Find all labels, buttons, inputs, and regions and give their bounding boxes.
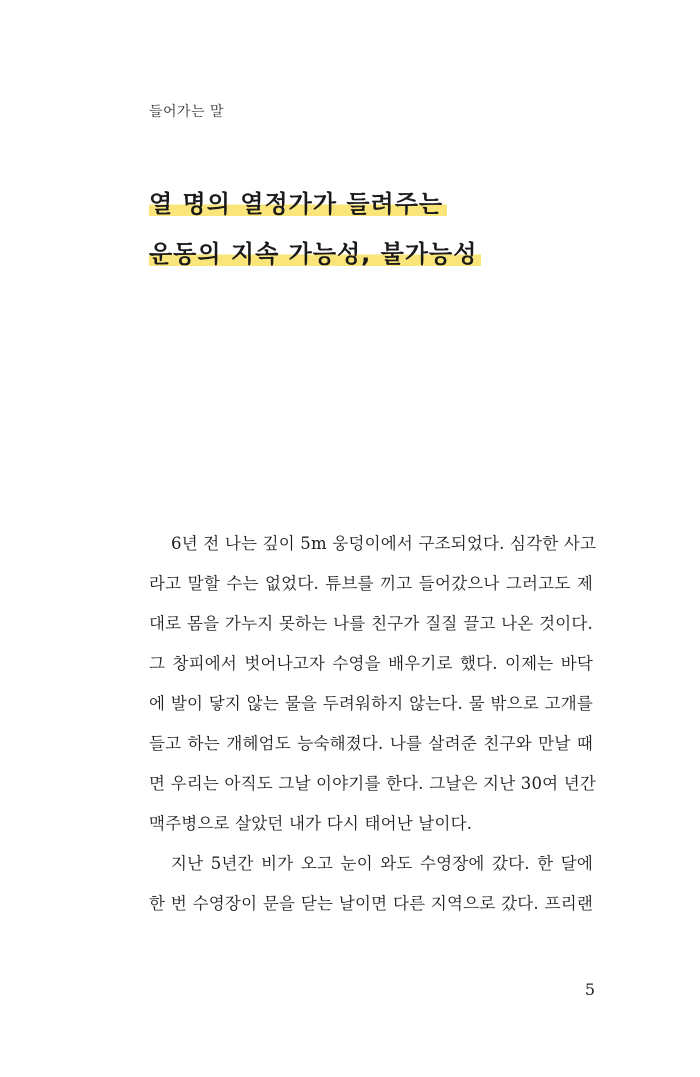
section-label: 들어가는 말: [149, 104, 225, 120]
body-line: 에 발이 닿지 않는 물을 두려워하지 않는다. 물 밖으로 고개를: [149, 694, 593, 713]
title-line-1-text: 열 명의 열정가가 들려주는: [149, 190, 447, 218]
title-line: [149, 229, 481, 279]
title-line-2-text: 운동의 지속 가능성, 불가능성: [149, 240, 481, 268]
body-line: 그 창피에서 벗어나고자 수영을 배우기로 했다. 이제는 바닥: [149, 654, 593, 673]
body-text: [149, 524, 597, 924]
body-line: 대로 몸을 가누지 못하는 나를 친구가 질질 끌고 나온 것이다.: [149, 614, 593, 633]
body-line: 지난 5년간 비가 오고 눈이 와도 수영장에 갔다. 한 달에: [171, 854, 593, 873]
body-line: 맥주병으로 살았던 내가 다시 태어난 날이다.: [149, 814, 473, 833]
body-line: 6년 전 나는 깊이 5m 웅덩이에서 구조되었다. 심각한 사고: [171, 534, 597, 553]
body-line: 면 우리는 아직도 그날 이야기를 한다. 그날은 지난 30여 년간: [149, 774, 597, 793]
page-number: 5: [584, 980, 595, 999]
body-line: 들고 하는 개헤엄도 능숙해졌다. 나를 살려준 친구와 만날 때: [149, 734, 593, 753]
body-line: 라고 말할 수는 없었다. 튜브를 끼고 들어갔으나 그러고도 제: [149, 574, 593, 593]
chapter-title: [149, 179, 481, 279]
title-line: [149, 179, 481, 229]
body-line: 한 번 수영장이 문을 닫는 날이면 다른 지역으로 갔다. 프리랜: [149, 894, 593, 913]
